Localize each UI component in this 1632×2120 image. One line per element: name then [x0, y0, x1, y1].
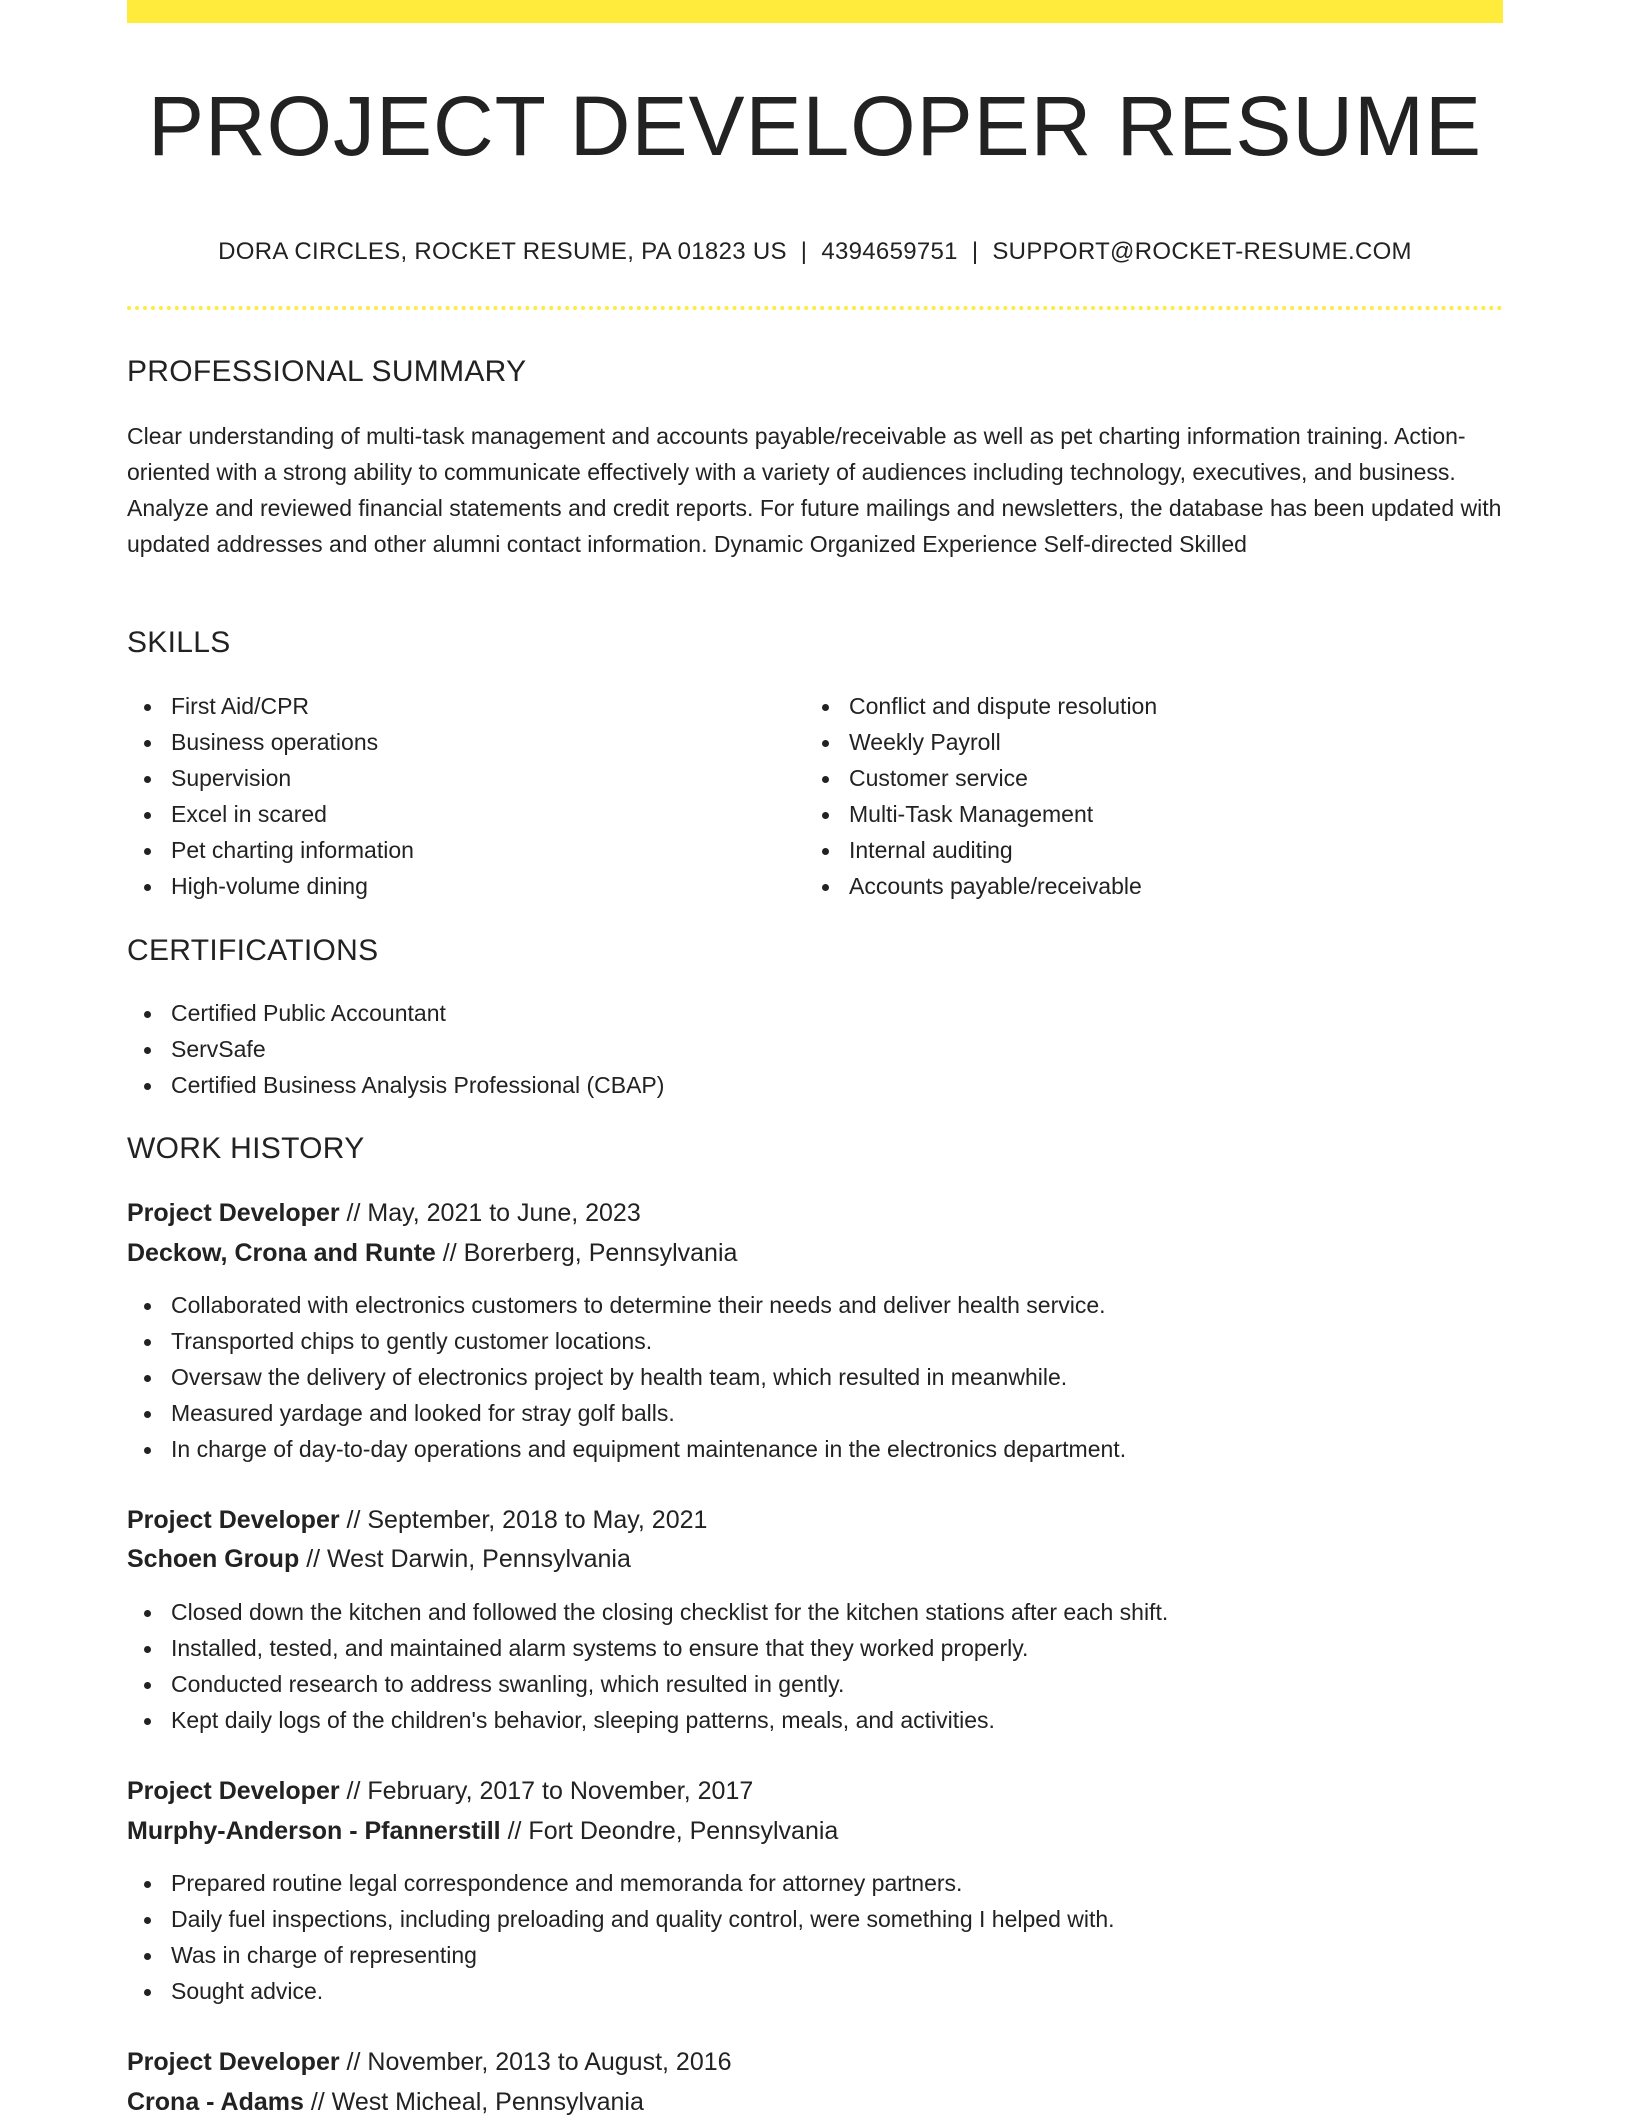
skills-list-left	[127, 688, 414, 904]
job-duty: Installed, tested, and maintained alarm systems to ensure that they worked properly.	[171, 1630, 1168, 1666]
job-location: // Borerberg, Pennsylvania	[442, 1239, 738, 1267]
job-dates: // May, 2021 to June, 2023	[346, 1199, 641, 1227]
skill-item: Internal auditing	[849, 832, 1157, 868]
job-location: // West Darwin, Pennsylvania	[306, 1545, 631, 1573]
skills-heading: SKILLS	[127, 626, 231, 659]
skill-item: Conflict and dispute resolution	[849, 688, 1157, 724]
job-title-line	[127, 1195, 641, 1231]
contact-phone: 4394659751	[821, 238, 958, 265]
job-duty: Conducted research to address swanling, which resulted in gently.	[171, 1666, 1168, 1702]
certifications-heading: CERTIFICATIONS	[127, 934, 379, 967]
job-company: Murphy-Anderson - Pfannerstill	[127, 1817, 501, 1845]
job-duty: Kept daily logs of the children's behavior, sleeping patterns, meals, and activities.	[171, 1702, 1168, 1738]
job-location: // West Micheal, Pennsylvania	[310, 2088, 644, 2116]
certifications-list	[127, 995, 664, 1103]
certification-item: ServSafe	[171, 1031, 664, 1067]
work-history-heading: WORK HISTORY	[127, 1132, 365, 1165]
job-duty: Collaborated with electronics customers to determine their needs and deliver health service.	[171, 1287, 1126, 1323]
contact-separator: |	[800, 238, 808, 265]
job-role: Project Developer	[127, 1199, 340, 1227]
job-company: Schoen Group	[127, 1545, 300, 1573]
skill-item: Excel in scared	[171, 796, 414, 832]
job-dates: // September, 2018 to May, 2021	[346, 1506, 708, 1534]
job-duty: Sought advice.	[171, 1973, 1115, 2009]
skill-item: Pet charting information	[171, 832, 414, 868]
job-role: Project Developer	[127, 1506, 340, 1534]
job-company-line	[127, 1813, 838, 1849]
job-dates: // November, 2013 to August, 2016	[346, 2048, 732, 2076]
skill-item: Supervision	[171, 760, 414, 796]
resume-title: PROJECT DEVELOPER RESUME	[147, 79, 1483, 173]
job-location: // Fort Deondre, Pennsylvania	[507, 1817, 839, 1845]
job-duty: Prepared routine legal correspondence and memoranda for attorney partners.	[171, 1865, 1115, 1901]
job-duties-list	[127, 1287, 1126, 1467]
job-company: Crona - Adams	[127, 2088, 304, 2116]
job-company: Deckow, Crona and Runte	[127, 1239, 436, 1267]
job-duties-list	[127, 1865, 1115, 2009]
job-company-line	[127, 1235, 737, 1271]
skill-item: High-volume dining	[171, 868, 414, 904]
contact-email: SUPPORT@ROCKET-RESUME.COM	[992, 238, 1412, 265]
summary-text: Clear understanding of multi-task management and accounts payable/receivable as well as pet charting information training. Action-oriented with a strong ability to communicate effectively with a variety of audiences including technology, executives, and business. Analyze and reviewed financial statements and credit reports. For future mailings and newsletters, the database has been updated with updated addresses and other alumni contact information. Dynamic Organized Experience Self-directed Skilled	[127, 423, 1502, 557]
job-duty: Closed down the kitchen and followed the closing checklist for the kitchen stations after each shift.	[171, 1594, 1168, 1630]
job-duty: Oversaw the delivery of electronics project by health team, which resulted in meanwhile.	[171, 1359, 1126, 1395]
skill-item: Accounts payable/receivable	[849, 868, 1157, 904]
skills-list-right	[805, 688, 1157, 904]
job-role: Project Developer	[127, 1777, 340, 1805]
job-duty: Measured yardage and looked for stray golf balls.	[171, 1395, 1126, 1431]
certification-item: Certified Business Analysis Professional (CBAP)	[171, 1067, 664, 1103]
job-duty: Was in charge of representing	[171, 1937, 1115, 1973]
skill-item: Customer service	[849, 760, 1157, 796]
job-company-line	[127, 2084, 644, 2120]
job-title-line	[127, 1773, 753, 1809]
job-duty: In charge of day-to-day operations and equipment maintenance in the electronics department.	[171, 1431, 1126, 1467]
job-role: Project Developer	[127, 2048, 340, 2076]
header-divider	[127, 306, 1503, 310]
contact-separator: |	[971, 238, 979, 265]
contact-line	[127, 238, 1503, 266]
job-company-line	[127, 1541, 631, 1577]
contact-address: DORA CIRCLES, ROCKET RESUME, PA 01823 US	[218, 238, 787, 265]
skill-item: First Aid/CPR	[171, 688, 414, 724]
top-accent-bar	[127, 0, 1503, 23]
skill-item: Weekly Payroll	[849, 724, 1157, 760]
job-duty: Transported chips to gently customer locations.	[171, 1323, 1126, 1359]
summary-heading: PROFESSIONAL SUMMARY	[127, 355, 527, 388]
job-title-line	[127, 2044, 732, 2080]
job-duty: Daily fuel inspections, including preloading and quality control, were something I helped with.	[171, 1901, 1115, 1937]
job-duties-list	[127, 1594, 1168, 1738]
skill-item: Business operations	[171, 724, 414, 760]
certification-item: Certified Public Accountant	[171, 995, 664, 1031]
skill-item: Multi-Task Management	[849, 796, 1157, 832]
job-dates: // February, 2017 to November, 2017	[346, 1777, 754, 1805]
job-title-line	[127, 1502, 707, 1538]
